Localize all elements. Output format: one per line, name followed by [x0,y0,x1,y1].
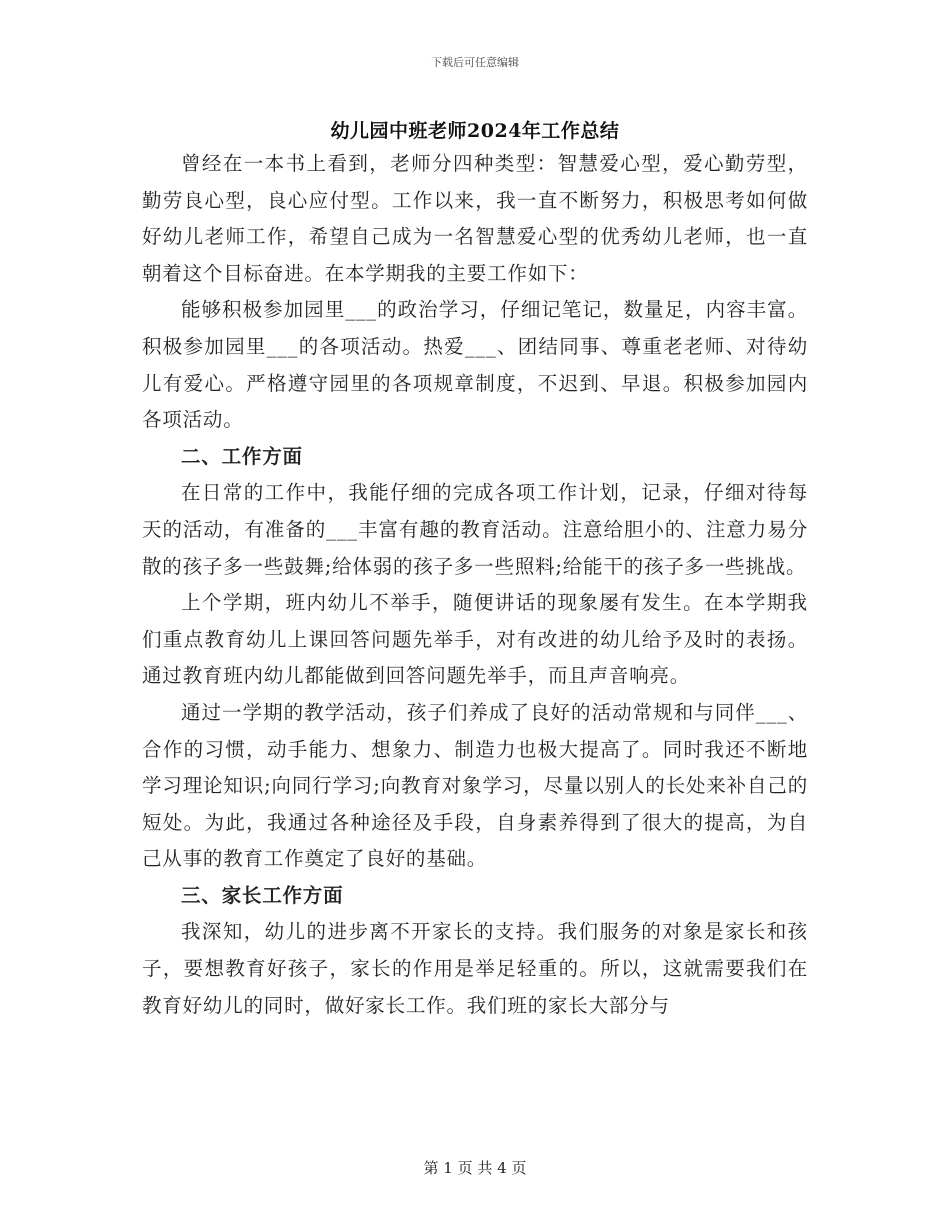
header-note: 下载后可任意编辑 [431,56,519,69]
paragraph-hand-raising: 上个学期，班内幼儿不举手，随便讲话的现象屡有发生。在本学期我们重点教育幼儿上课回答问题先举手，对有改进的幼儿给予及时的表扬。通过教育班内幼儿都能做到回答问题先举手，而且声音响亮。 [142,591,808,688]
section-heading-parents: 三、家长工作方面 [181,883,344,907]
paragraph-intro: 曾经在一本书上看到，老师分四种类型：智慧爱心型，爱心勤劳型，勤劳良心型，良心应付型。工作以来，我一直不断努力，积极思考如何做好幼儿老师工作，希望自己成为一名智慧爱心型的优秀幼儿老师，也一直朝着这个目标奋进。在本学期我的主要工作如下： [142,152,808,285]
paragraph-political-study: 能够积极参加园里___的政治学习，仔细记笔记，数量足，内容丰富。积极参加园里___的各项活动。热爱___、团结同事、尊重老老师、对待幼儿有爱心。严格遵守园里的各项规章制度，不迟到、早退。积极参加园内各项活动。 [142,298,808,432]
paragraph-parents: 我深知，幼儿的进步离不开家长的支持。我们服务的对象是家长和孩子，要想教育好孩子，家长的作用是举足轻重的。所以，这就需要我们在教育好幼儿的同时，做好家长工作。我们班的家长大部分与 [142,920,808,1017]
document-body [142,146,808,1024]
paragraph-daily-work: 在日常的工作中，我能仔细的完成各项工作计划，记录，仔细对待每天的活动，有准备的___丰富有趣的教育活动。注意给胆小的、注意力易分散的孩子多一些鼓舞;给体弱的孩子多一些照料;给能干的孩子多一些挑战。 [142,481,808,578]
paragraph-teaching-results: 通过一学期的教学活动，孩子们养成了良好的活动常规和与同伴___、合作的习惯，动手能力、想象力、制造力也极大提高了。同时我还不断地学习理论知识;向同行学习;向教育对象学习，尽量以别人的长处来补自己的短处。为此，我通过各种途径及手段，自身素养得到了很大的提高，为自己从事的教育工作奠定了良好的基础。 [142,700,808,871]
page-number: 第 1 页 共 4 页 [423,1159,527,1177]
document-title: 幼儿园中班老师2024年工作总结 [330,120,620,142]
section-heading-work: 二、工作方面 [181,444,303,468]
